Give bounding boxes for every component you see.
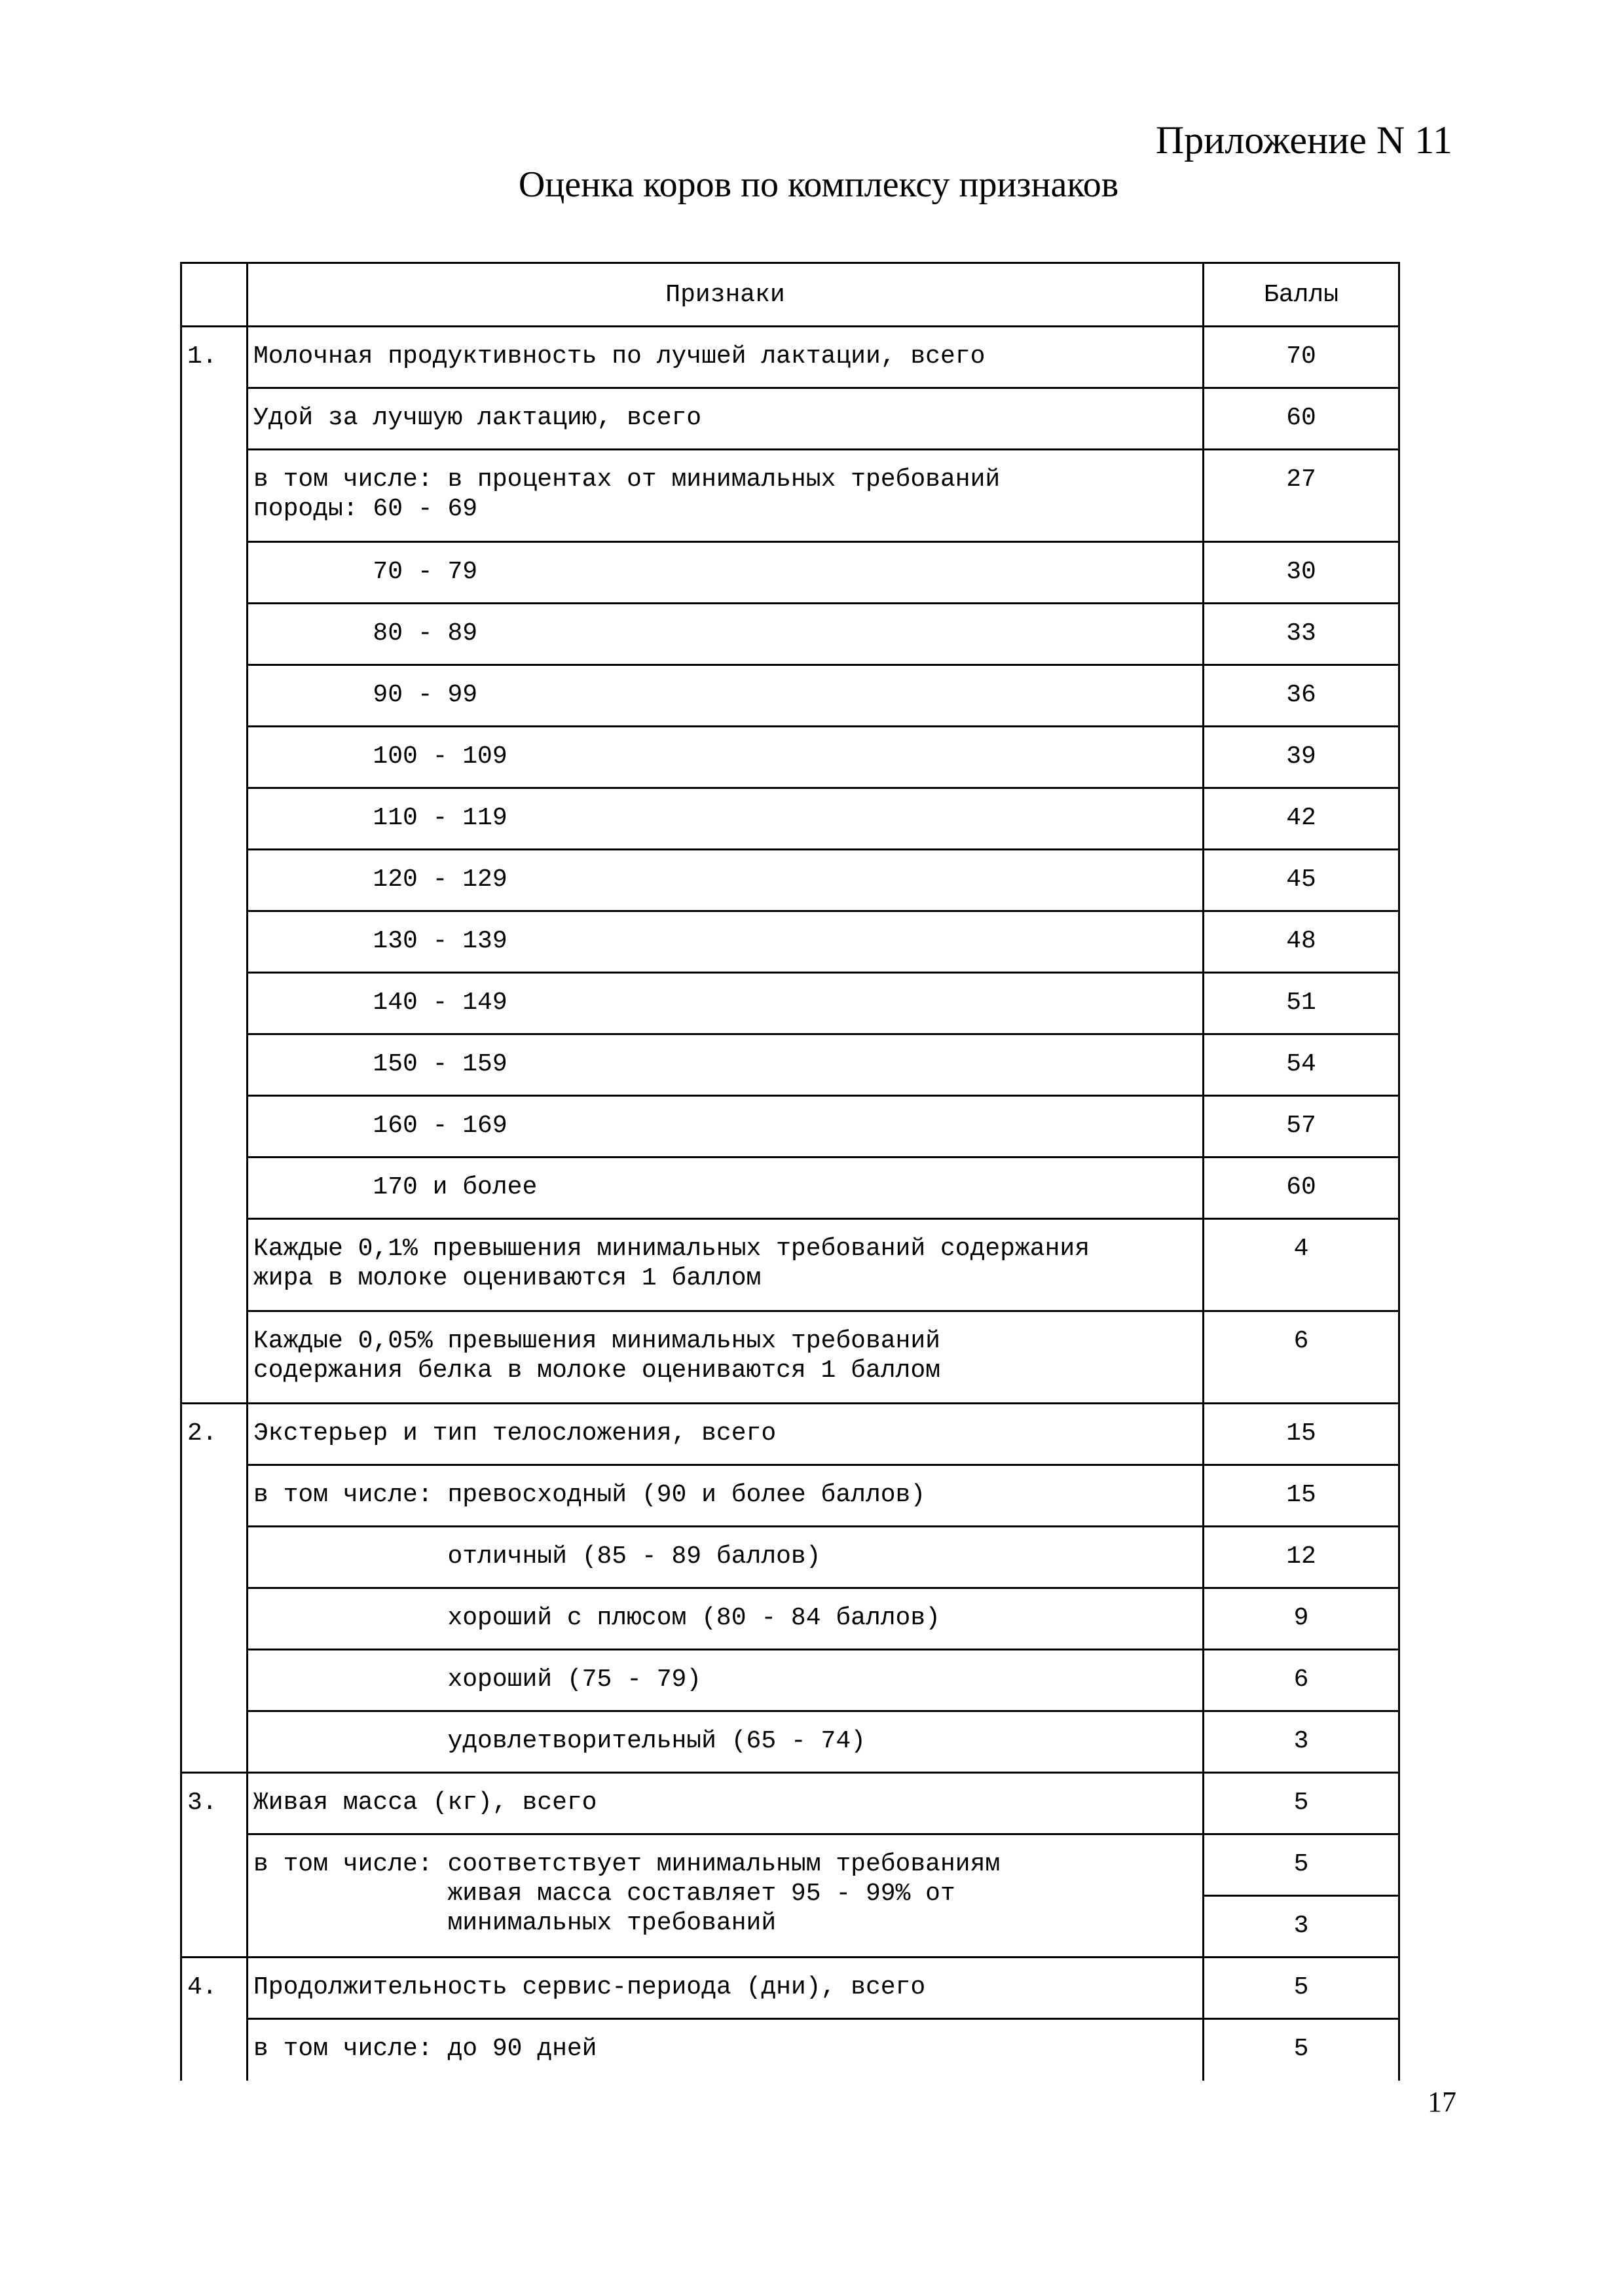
- points-cell: 6: [1204, 1650, 1399, 1711]
- points-cell: 5: [1204, 1834, 1399, 1896]
- criterion-cell: в том числе: в процентах от минимальных требований породы: 60 - 69: [248, 450, 1204, 542]
- table-row: [181, 1650, 1399, 1711]
- header-criteria: Признаки: [248, 263, 1204, 327]
- table-row: [181, 2019, 1399, 2081]
- table-row: [181, 1834, 1399, 1896]
- table-row: [181, 388, 1399, 450]
- table-row: [181, 665, 1399, 727]
- points-cell: 5: [1204, 1958, 1399, 2019]
- points-cell: 36: [1204, 665, 1399, 727]
- points-cell: 57: [1204, 1096, 1399, 1157]
- criterion-cell: Удой за лучшую лактацию, всего: [248, 388, 1204, 450]
- criterion-cell: в том числе: соответствует минимальным требованиям живая масса составляет 95 - 99% от минимальных требований: [248, 1834, 1204, 1958]
- criterion-cell: 140 - 149: [248, 973, 1204, 1034]
- points-cell: 45: [1204, 850, 1399, 911]
- section-number: 2.: [181, 1404, 248, 1773]
- criterion-cell: 90 - 99: [248, 665, 1204, 727]
- criterion-cell: в том числе: превосходный (90 и более баллов): [248, 1465, 1204, 1527]
- header-points: Баллы: [1204, 263, 1399, 327]
- points-cell: 60: [1204, 388, 1399, 450]
- points-cell: 6: [1204, 1311, 1399, 1404]
- appendix-label: Приложение N 11: [1155, 118, 1452, 162]
- table-row: [181, 1219, 1399, 1311]
- points-cell: 60: [1204, 1157, 1399, 1219]
- criterion-cell: Молочная продуктивность по лучшей лактации, всего: [248, 327, 1204, 388]
- table-row: [181, 542, 1399, 604]
- criterion-cell: 160 - 169: [248, 1096, 1204, 1157]
- evaluation-table: [180, 262, 1400, 2081]
- points-cell: 12: [1204, 1527, 1399, 1588]
- points-cell: 4: [1204, 1219, 1399, 1311]
- table-row: [181, 973, 1399, 1034]
- points-cell: 27: [1204, 450, 1399, 542]
- criterion-cell: 170 и более: [248, 1157, 1204, 1219]
- section-number: 4.: [181, 1958, 248, 2081]
- table-row: [181, 727, 1399, 788]
- points-cell: 70: [1204, 327, 1399, 388]
- criterion-cell: 70 - 79: [248, 542, 1204, 604]
- criterion-cell: хороший (75 - 79): [248, 1650, 1204, 1711]
- criterion-cell: удовлетворительный (65 - 74): [248, 1711, 1204, 1773]
- table-row: [181, 1157, 1399, 1219]
- table-body: [181, 327, 1399, 2081]
- criterion-cell: 80 - 89: [248, 604, 1204, 665]
- points-cell: 9: [1204, 1588, 1399, 1650]
- criterion-cell: Каждые 0,1% превышения минимальных требований содержания жира в молоке оцениваются 1 баллом: [248, 1219, 1204, 1311]
- table-header-row: [181, 263, 1399, 327]
- points-cell: 15: [1204, 1465, 1399, 1527]
- table-row: [181, 450, 1399, 542]
- points-cell: 42: [1204, 788, 1399, 850]
- table-row: [181, 1711, 1399, 1773]
- criterion-cell: в том числе: до 90 дней: [248, 2019, 1204, 2081]
- table-row: [181, 850, 1399, 911]
- points-cell: 3: [1204, 1711, 1399, 1773]
- points-cell: 33: [1204, 604, 1399, 665]
- criterion-cell: 130 - 139: [248, 911, 1204, 973]
- points-cell: 5: [1204, 1773, 1399, 1834]
- table-row: [181, 1311, 1399, 1404]
- points-cell: 30: [1204, 542, 1399, 604]
- criterion-cell: Экстерьер и тип телосложения, всего: [248, 1404, 1204, 1465]
- criterion-cell: 100 - 109: [248, 727, 1204, 788]
- table-row: [181, 1096, 1399, 1157]
- points-cell: 3: [1204, 1896, 1399, 1958]
- criterion-cell: 110 - 119: [248, 788, 1204, 850]
- table-row: [181, 1958, 1399, 2019]
- table-row: [181, 1034, 1399, 1096]
- points-cell: 54: [1204, 1034, 1399, 1096]
- criterion-cell: отличный (85 - 89 баллов): [248, 1527, 1204, 1588]
- criterion-cell: 150 - 159: [248, 1034, 1204, 1096]
- criterion-cell: Продолжительность сервис-периода (дни), всего: [248, 1958, 1204, 2019]
- section-number: 3.: [181, 1773, 248, 1958]
- criterion-cell: Каждые 0,05% превышения минимальных требований содержания белка в молоке оцениваются 1 баллом: [248, 1311, 1204, 1404]
- table-row: [181, 1465, 1399, 1527]
- page-number: 17: [1428, 2086, 1456, 2118]
- points-cell: 39: [1204, 727, 1399, 788]
- criterion-cell: Живая масса (кг), всего: [248, 1773, 1204, 1834]
- points-cell: 51: [1204, 973, 1399, 1034]
- table-row: [181, 604, 1399, 665]
- section-number: 1.: [181, 327, 248, 1404]
- table-row: [181, 1773, 1399, 1834]
- table-row: [181, 1404, 1399, 1465]
- points-cell: 5: [1204, 2019, 1399, 2081]
- table-row: [181, 1527, 1399, 1588]
- page-title: Оценка коров по комплексу признаков: [518, 164, 1119, 205]
- table-row: [181, 911, 1399, 973]
- table-row: [181, 1588, 1399, 1650]
- points-cell: 48: [1204, 911, 1399, 973]
- header-number: [181, 263, 248, 327]
- points-cell: 15: [1204, 1404, 1399, 1465]
- table-row: [181, 327, 1399, 388]
- table-row: [181, 788, 1399, 850]
- criterion-cell: 120 - 129: [248, 850, 1204, 911]
- criterion-cell: хороший с плюсом (80 - 84 баллов): [248, 1588, 1204, 1650]
